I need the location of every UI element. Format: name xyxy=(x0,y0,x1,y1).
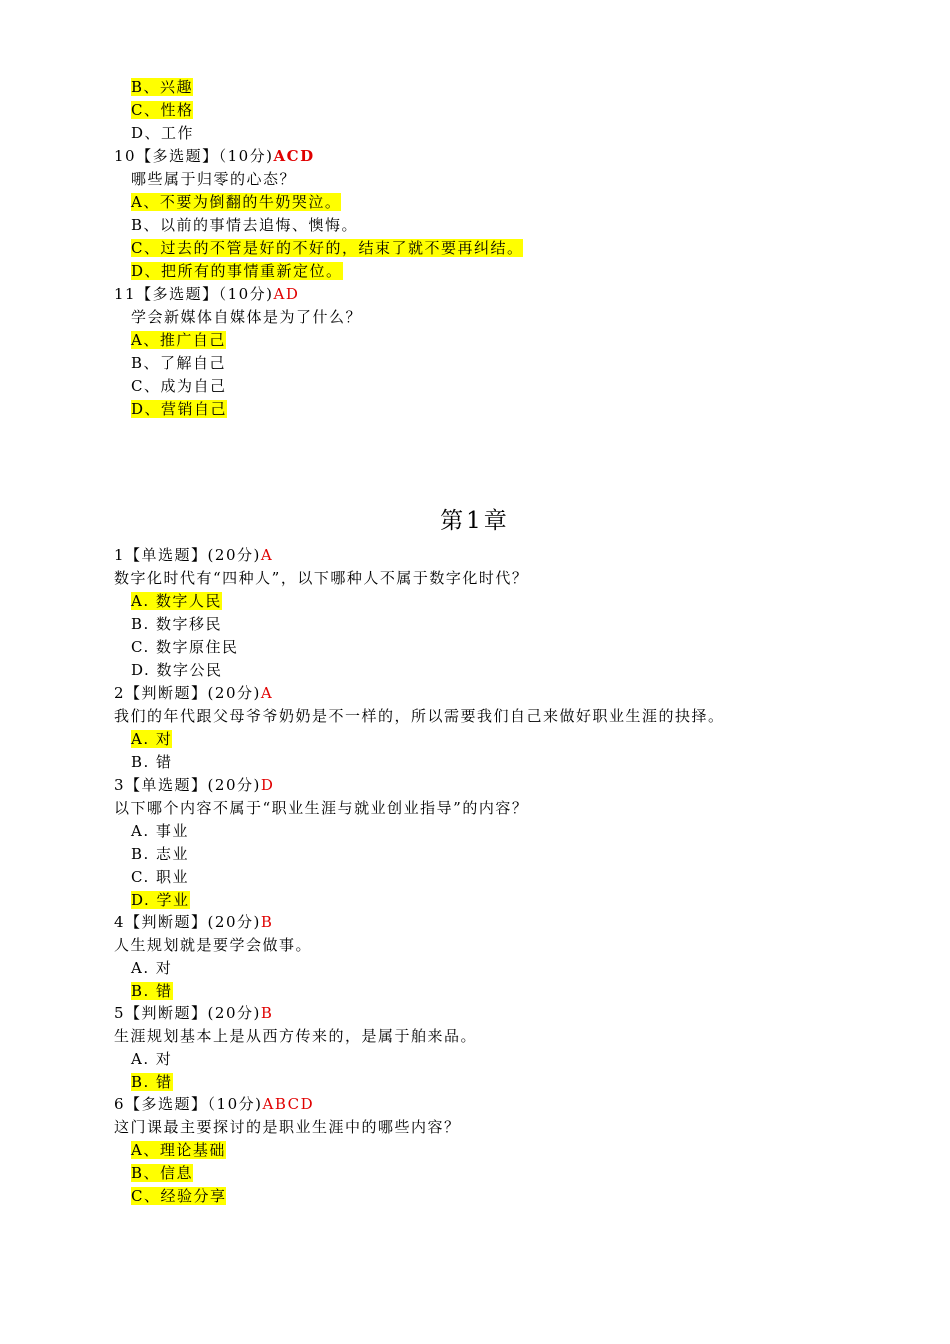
option-q10-c: C、过去的不管是好的不好的，结束了就不要再纠结。 xyxy=(131,239,524,257)
answer-key: B xyxy=(260,1004,274,1022)
option-q4-b: B. 错 xyxy=(131,982,173,1000)
chapter-title: 第1章 xyxy=(440,508,510,534)
option-q6-a: A、理论基础 xyxy=(131,1141,226,1159)
answer-key: AD xyxy=(273,285,300,303)
option-q3-c: C. 职业 xyxy=(131,868,189,886)
option-q3-d: D. 学业 xyxy=(131,891,190,909)
option-q1-a: A. 数字人民 xyxy=(131,592,222,610)
question-header-q10 xyxy=(114,145,315,168)
option-q1-c: C. 数字原住民 xyxy=(131,638,239,656)
question-type: 2【判断题】(20分) xyxy=(114,684,261,702)
question-text-q11: 学会新媒体自媒体是为了什么？ xyxy=(131,308,363,326)
question-type: 11【多选题】（10分) xyxy=(114,285,274,303)
question-header-q5 xyxy=(114,1002,273,1025)
option-q6-b: B、信息 xyxy=(131,1164,194,1182)
option-q11-d: D、营销自己 xyxy=(131,400,228,418)
question-text-q3: 以下哪个内容不属于“职业生涯与就业创业指导”的内容？ xyxy=(114,799,529,817)
question-header-q3 xyxy=(114,774,274,797)
option-q9-c: C、性格 xyxy=(131,101,194,119)
answer-key: D xyxy=(260,776,275,794)
answer-key: B xyxy=(260,913,274,931)
option-q11-b: B、了解自己 xyxy=(131,354,227,372)
answer-key: A xyxy=(260,546,274,564)
question-text-q1: 数字化时代有“四种人”，以下哪种人不属于数字化时代？ xyxy=(114,569,529,587)
question-type: 4【判断题】(20分) xyxy=(114,913,261,931)
question-text-q4: 人生规划就是要学会做事。 xyxy=(114,936,313,954)
answer-key: A xyxy=(260,684,274,702)
option-q1-b: B. 数字移民 xyxy=(131,615,223,633)
option-q3-a: A. 事业 xyxy=(131,822,189,840)
question-type: 3【单选题】(20分) xyxy=(114,776,261,794)
option-q1-d: D. 数字公民 xyxy=(131,661,223,679)
option-q3-b: B. 志业 xyxy=(131,845,190,863)
option-q11-c: C、成为自己 xyxy=(131,377,227,395)
option-q9-d: D、工作 xyxy=(131,124,195,142)
answer-key: ACD xyxy=(273,147,315,165)
option-q2-b: B. 错 xyxy=(131,753,173,771)
option-q2-a: A. 对 xyxy=(131,730,173,748)
question-type: 10【多选题】（10分) xyxy=(114,147,274,165)
question-header-q4 xyxy=(114,911,273,934)
option-q5-a: A. 对 xyxy=(131,1050,173,1068)
question-text-q2: 我们的年代跟父母爷爷奶奶是不一样的，所以需要我们自己来做好职业生涯的抉择。 xyxy=(114,707,725,725)
question-text-q10: 哪些属于归零的心态？ xyxy=(131,170,297,188)
answer-key: ABCD xyxy=(262,1095,315,1113)
question-type: 1【单选题】(20分) xyxy=(114,546,261,564)
question-text-q6: 这门课最主要探讨的是职业生涯中的哪些内容？ xyxy=(114,1118,461,1136)
question-header-q2 xyxy=(114,682,273,705)
question-header-q11 xyxy=(114,283,299,306)
option-q11-a: A、推广自己 xyxy=(131,331,226,349)
question-header-q6 xyxy=(114,1093,314,1116)
option-q10-b: B、以前的事情去追悔、懊悔。 xyxy=(131,216,359,234)
option-q6-c: C、经验分享 xyxy=(131,1187,227,1205)
question-text-q5: 生涯规划基本上是从西方传来的，是属于舶来品。 xyxy=(114,1027,478,1045)
question-type: 5【判断题】(20分) xyxy=(114,1004,261,1022)
option-q10-d: D、把所有的事情重新定位。 xyxy=(131,262,343,280)
question-header-q1 xyxy=(114,544,273,567)
question-type: 6【多选题】（10分) xyxy=(114,1095,263,1113)
option-q5-b: B. 错 xyxy=(131,1073,173,1091)
option-q9-b: B、兴趣 xyxy=(131,78,194,96)
option-q10-a: A、不要为倒翻的牛奶哭泣。 xyxy=(131,193,342,211)
option-q4-a: A. 对 xyxy=(131,959,173,977)
